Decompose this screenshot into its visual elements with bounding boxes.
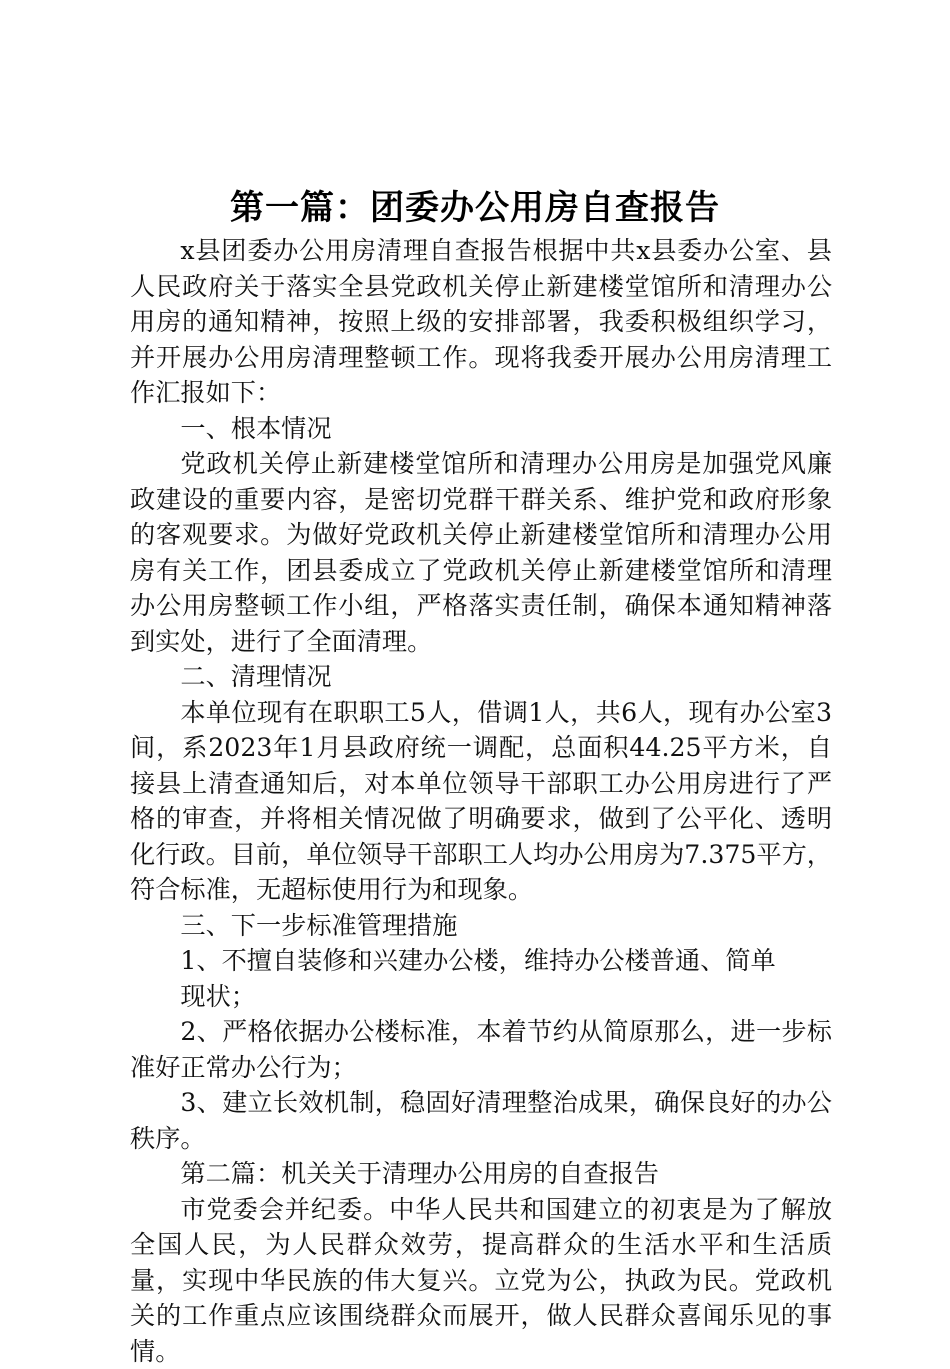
- list-item-measure-1: 1、不擅自装修和兴建办公楼，维持办公楼普通、简单: [130, 943, 832, 979]
- document-title: 第一篇：团委办公用房自查报告: [0, 184, 950, 232]
- paragraph-basic-situation: 党政机关停止新建楼堂馆所和清理办公用房是加强党风廉政建设的重要内容，是密切党群干群关系、维护党和政府形象的客观要求。为做好党政机关停止新建楼堂馆所和清理办公用房有关工作，团县委成立了党政机关停止新建楼堂馆所和清理办公用房整顿工作小组，严格落实责任制，确保本通知精神落到实处，进行了全面清理。: [130, 446, 832, 659]
- section-heading-basic-situation: 一、根本情况: [130, 411, 832, 447]
- section-heading-cleanup-situation: 二、清理情况: [130, 659, 832, 695]
- paragraph-intro: x县团委办公用房清理自查报告根据中共x县委办公室、县人民政府关于落实全县党政机关停止新建楼堂馆所和清理办公用房的通知精神，按照上级的安排部署，我委积极组织学习，并开展办公用房清理整顿工作。现将我委开展办公用房清理工作汇报如下：: [130, 233, 832, 411]
- paragraph-second-article: 市党委会并纪委。中华人民共和国建立的初衷是为了解放全国人民，为人民群众效劳，提高群众的生活水平和生活质量，实现中华民族的伟大复兴。立党为公，执政为民。党政机关的工作重点应该围绕群众而展开，做人民群众喜闻乐见的事情。: [130, 1192, 832, 1369]
- list-item-measure-3: 3、建立长效机制，稳固好清理整治成果，确保良好的办公秩序。: [130, 1085, 832, 1156]
- paragraph-cleanup-situation: 本单位现有在职职工5人，借调1人，共6人，现有办公室3间，系2023年1月县政府统一调配，总面积44.25平方米，自接县上清查通知后，对本单位领导干部职工办公用房进行了严格的审查，并将相关情况做了明确要求，做到了公平化、透明化行政。目前，单位领导干部职工人均办公用房为7.375平方，符合标准，无超标使用行为和现象。: [130, 695, 832, 908]
- list-item-measure-1-continued: 现状；: [130, 979, 832, 1015]
- section-heading-next-steps: 三、下一步标准管理措施: [130, 908, 832, 944]
- list-item-measure-2: 2、严格依据办公楼标准，本着节约从简原那么，进一步标准好正常办公行为；: [130, 1014, 832, 1085]
- document-body: [130, 233, 832, 1369]
- section-heading-second-article: 第二篇：机关关于清理办公用房的自查报告: [130, 1156, 832, 1192]
